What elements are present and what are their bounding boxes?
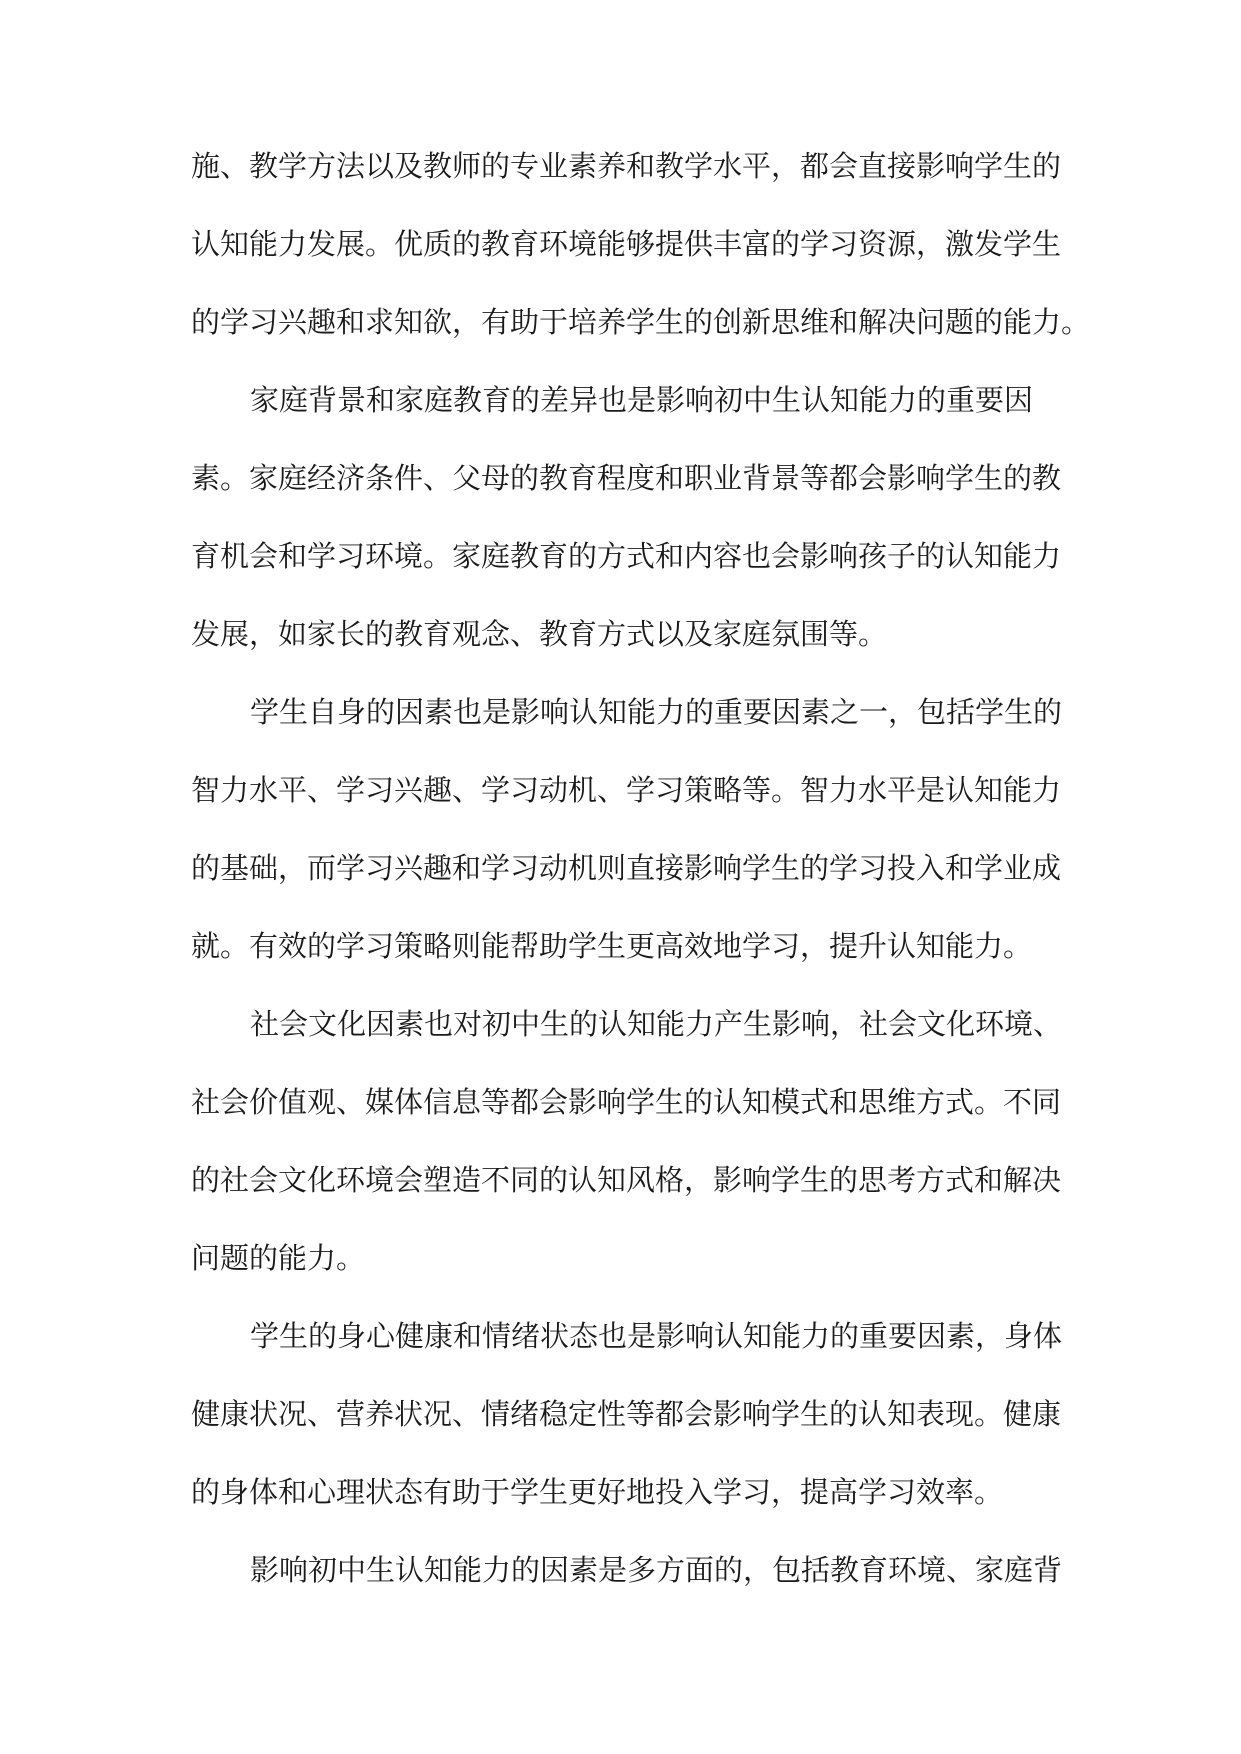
- body-text-line: 的学习兴趣和求知欲，有助于培养学生的创新思维和解决问题的能力。: [191, 305, 1091, 339]
- body-text-line: 育机会和学习环境。家庭教育的方式和内容也会影响孩子的认知能力: [191, 539, 1062, 573]
- body-text-line: 问题的能力。: [191, 1241, 366, 1275]
- body-text-line: 的社会文化环境会塑造不同的认知风格，影响学生的思考方式和解决: [191, 1163, 1062, 1197]
- body-text-line: 的身体和心理状态有助于学生更好地投入学习，提高学习效率。: [191, 1475, 1004, 1509]
- body-text-line: 就。有效的学习策略则能帮助学生更高效地学习，提升认知能力。: [191, 929, 1033, 963]
- body-text-line: 素。家庭经济条件、父母的教育程度和职业背景等都会影响学生的教: [191, 461, 1062, 495]
- paragraph-first-line: 影响初中生认知能力的因素是多方面的，包括教育环境、家庭背: [250, 1553, 1063, 1587]
- body-text-line: 的基础，而学习兴趣和学习动机则直接影响学生的学习投入和学业成: [191, 851, 1062, 885]
- paragraph-first-line: 社会文化因素也对初中生的认知能力产生影响，社会文化环境、: [250, 1007, 1063, 1041]
- body-text-line: 发展，如家长的教育观念、教育方式以及家庭氛围等。: [191, 617, 888, 651]
- paragraph-first-line: 学生的身心健康和情绪状态也是影响认知能力的重要因素，身体: [250, 1319, 1063, 1353]
- body-text-line: 健康状况、营养状况、情绪稳定性等都会影响学生的认知表现。健康: [191, 1397, 1062, 1431]
- paragraph-first-line: 学生自身的因素也是影响认知能力的重要因素之一，包括学生的: [250, 695, 1063, 729]
- paragraph-first-line: 家庭背景和家庭教育的差异也是影响初中生认知能力的重要因: [250, 383, 1034, 417]
- body-text-line: 认知能力发展。优质的教育环境能够提供丰富的学习资源，激发学生: [191, 227, 1062, 261]
- body-text-line: 智力水平、学习兴趣、学习动机、学习策略等。智力水平是认知能力: [191, 773, 1062, 807]
- body-text-line: 施、教学方法以及教师的专业素养和教学水平，都会直接影响学生的: [191, 149, 1062, 183]
- body-text-line: 社会价值观、媒体信息等都会影响学生的认知模式和思维方式。不同: [191, 1085, 1062, 1119]
